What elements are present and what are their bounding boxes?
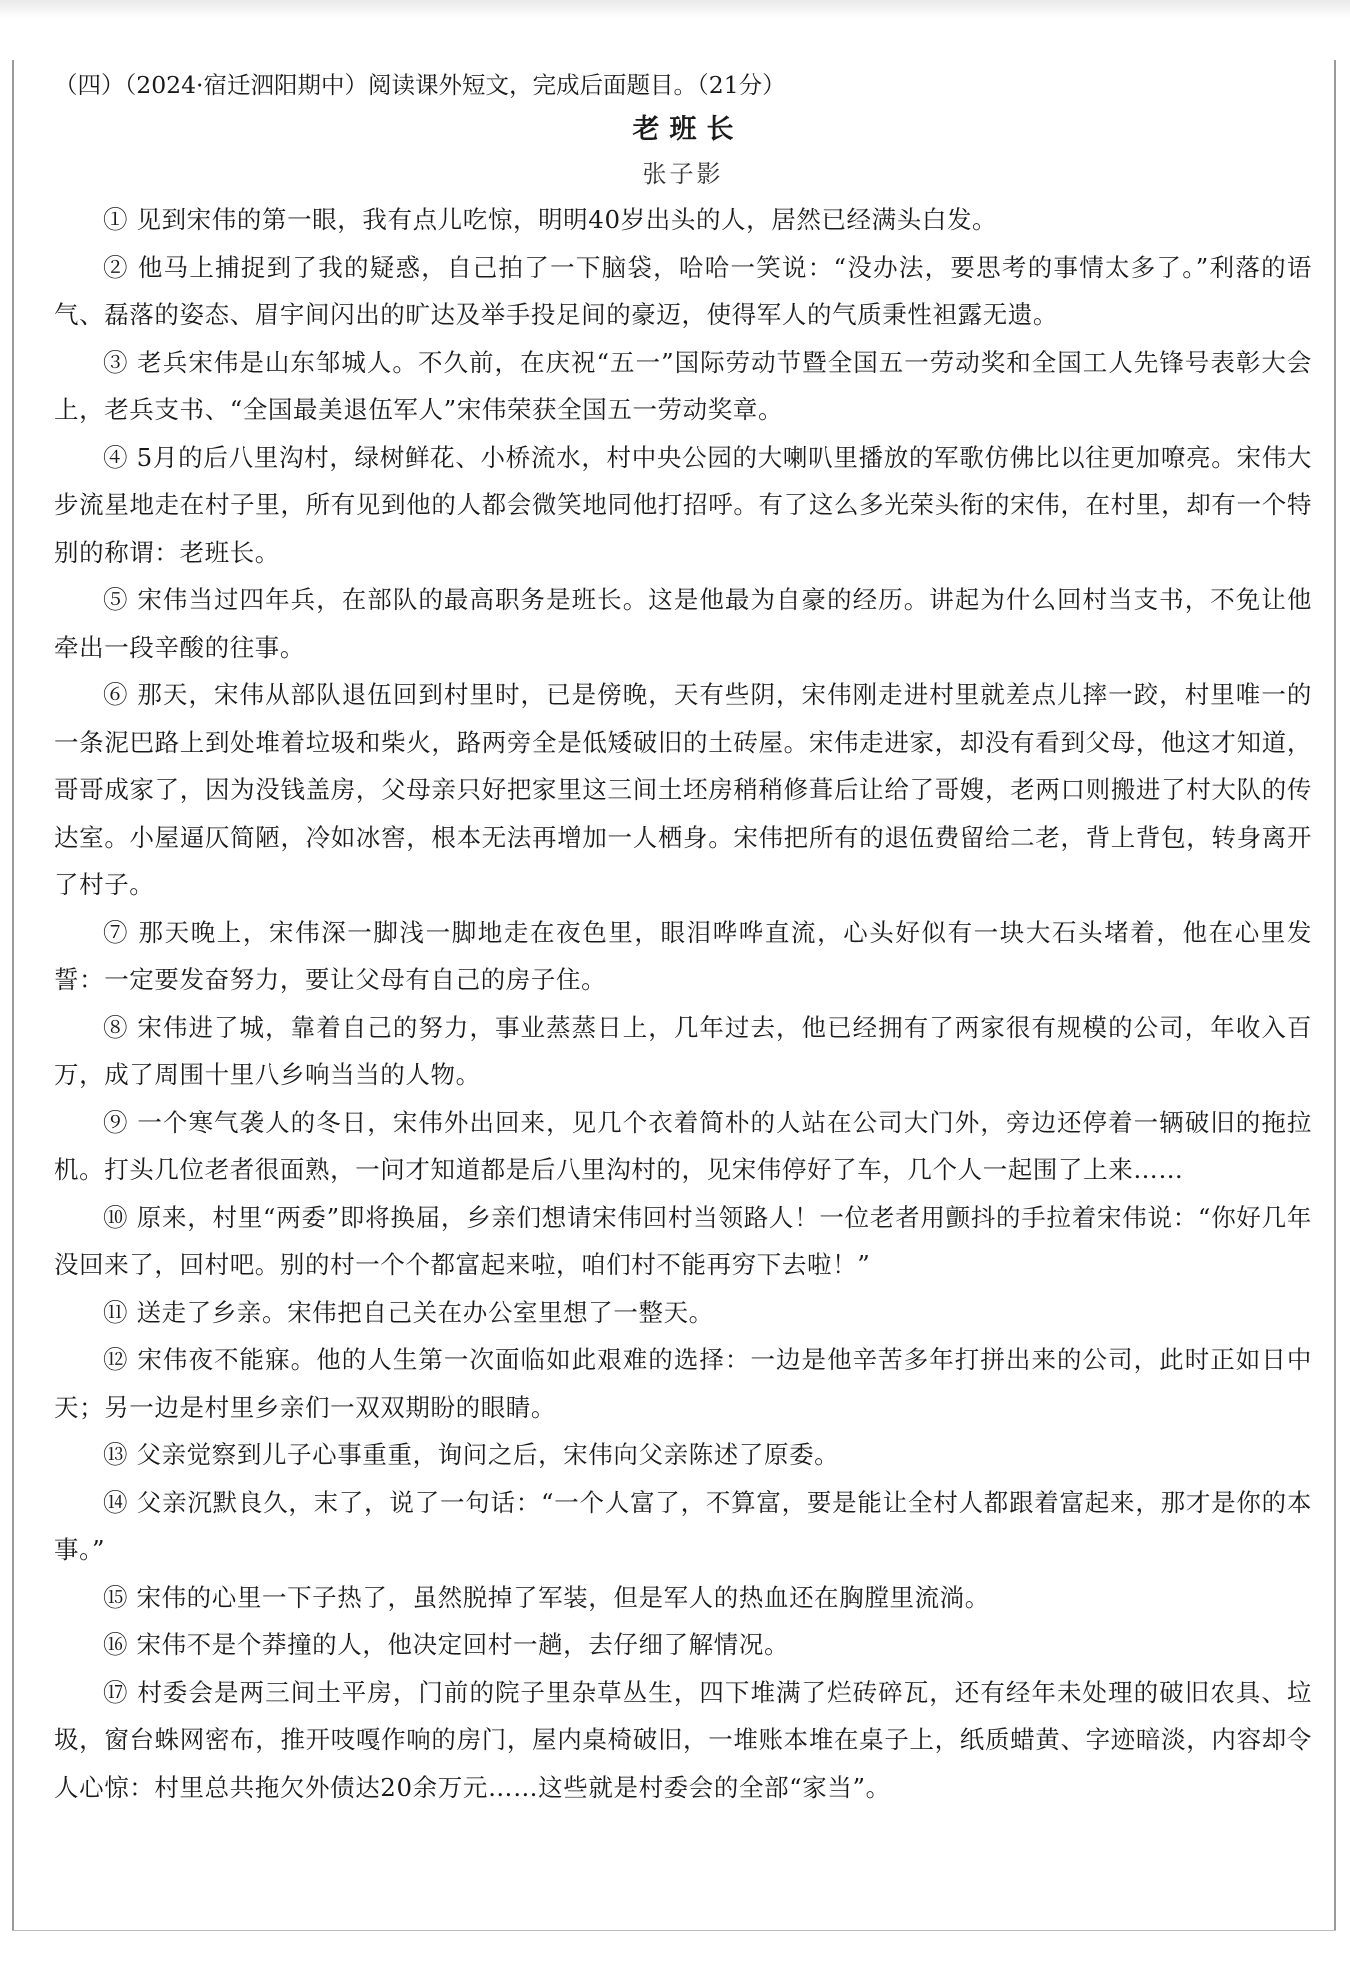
paragraph-10: ⑩ 原来，村里“两委”即将换届，乡亲们想请宋伟回村当领路人！一位老者用颤抖的手拉着宋伟说：“你好几年没回来了，回村吧。别的村一个个都富起来啦，咱们村不能再穷下去啦！” [54,1202,1312,1279]
paragraph-17: ⑰ 村委会是两三间土平房，门前的院子里杂草丛生，四下堆满了烂砖碎瓦，还有经年未处理的破旧农具、垃圾，窗台蛛网密布，推开吱嘎作响的房门，屋内桌椅破旧，一堆账本堆在桌子上，纸质蜡黄、字迹暗淡，内容却令人心惊：村里总共拖欠外债达20余万元……这些就是村委会的全部“家当”。 [54,1677,1312,1802]
paragraph-1: ① 见到宋伟的第一眼，我有点儿吃惊，明明40岁出头的人，居然已经满头白发。 [103,205,998,234]
paragraph-4: ④ 5月的后八里沟村，绿树鲜花、小桥流水，村中央公园的大喇叭里播放的军歌仿佛比以往更加嘹亮。宋伟大步流星地走在村子里，所有见到他的人都会微笑地同他打招呼。有了这么多光荣头衔的宋伟，在村里，却有一个特别的称谓：老班长。 [54,442,1312,567]
right-border-rule [1334,60,1336,1930]
article-title: 老班长 [632,114,744,145]
page-content [54,64,1312,1811]
paragraph-12: ⑫ 宋伟夜不能寐。他的人生第一次面临如此艰难的选择：一边是他辛苦多年打拼出来的公司，此时正如日中天；另一边是村里乡亲们一双双期盼的眼睛。 [54,1345,1312,1422]
paragraph-11: ⑪ 送走了乡亲。宋伟把自己关在办公室里想了一整天。 [103,1297,714,1327]
paragraph-13: ⑬ 父亲觉察到儿子心事重重，询问之后，宋伟向父亲陈述了原委。 [103,1440,840,1469]
paragraph-9: ⑨ 一个寒气袭人的冬日，宋伟外出回来，见几个衣着简朴的人站在公司大门外，旁边还停着一辆破旧的拖拉机。打头几位老者很面熟，一问才知道都是后八里沟村的，见宋伟停好了车，几个人一起围了上来…… [54,1107,1312,1184]
paragraph-7: ⑦ 那天晚上，宋伟深一脚浅一脚地走在夜色里，眼泪哗哗直流，心头好似有一块大石头堵着，他在心里发誓：一定要发奋努力，要让父母有自己的房子住。 [54,917,1312,994]
bottom-border-rule [12,1930,1336,1931]
paragraph-2: ② 他马上捕捉到了我的疑惑，自己拍了一下脑袋，哈哈一笑说：“没办法，要思考的事情太多了。”利落的语气、磊落的姿态、眉宇间闪出的旷达及举手投足间的豪迈，使得军人的气质秉性袒露无遗。 [54,252,1312,329]
paragraph-3: ③ 老兵宋伟是山东邹城人。不久前，在庆祝“五一”国际劳动节暨全国五一劳动奖和全国工人先锋号表彰大会上，老兵支书、“全国最美退伍军人”宋伟荣获全国五一劳动奖章。 [54,347,1312,424]
paragraph-5: ⑤ 宋伟当过四年兵，在部队的最高职务是班长。这是他最为自豪的经历。讲起为什么回村当支书，不免让他牵出一段辛酸的往事。 [54,585,1312,662]
paragraph-8: ⑧ 宋伟进了城，靠着自己的努力，事业蒸蒸日上，几年过去，他已经拥有了两家很有规模的公司，年收入百万，成了周围十里八乡响当当的人物。 [54,1012,1312,1089]
paragraph-6: ⑥ 那天，宋伟从部队退伍回到村里时，已是傍晚，天有些阴，宋伟刚走进村里就差点儿摔一跤，村里唯一的一条泥巴路上到处堆着垃圾和柴火，路两旁全是低矮破旧的土砖屋。宋伟走进家，却没有看到父母，他这才知道，哥哥成家了，因为没钱盖房，父母亲只好把家里这三间土坯房稍稍修葺后让给了哥嫂，老两口则搬进了村大队的传达室。小屋逼仄简陋，冷如冰窖，根本无法再增加一人栖身。宋伟把所有的退伍费留给二老，背上背包，转身离开了村子。 [54,680,1312,899]
paragraph-14: ⑭ 父亲沉默良久，末了，说了一句话：“一个人富了，不算富，要是能让全村人都跟着富起来，那才是你的本事。” [54,1487,1312,1564]
article-author: 张子影 [642,160,724,188]
article-body [54,196,1312,1811]
paragraph-16: ⑯ 宋伟不是个莽撞的人，他决定回村一趟，去仔细了解情况。 [103,1630,790,1659]
scan-shadow [0,0,1350,18]
question-header: （四）（2024·宿迁泗阳期中）阅读课外短文，完成后面题目。（21分） [54,71,786,99]
left-border-rule [12,60,14,1930]
paragraph-15: ⑮ 宋伟的心里一下子热了，虽然脱掉了军装，但是军人的热血还在胸膛里流淌。 [103,1582,990,1612]
